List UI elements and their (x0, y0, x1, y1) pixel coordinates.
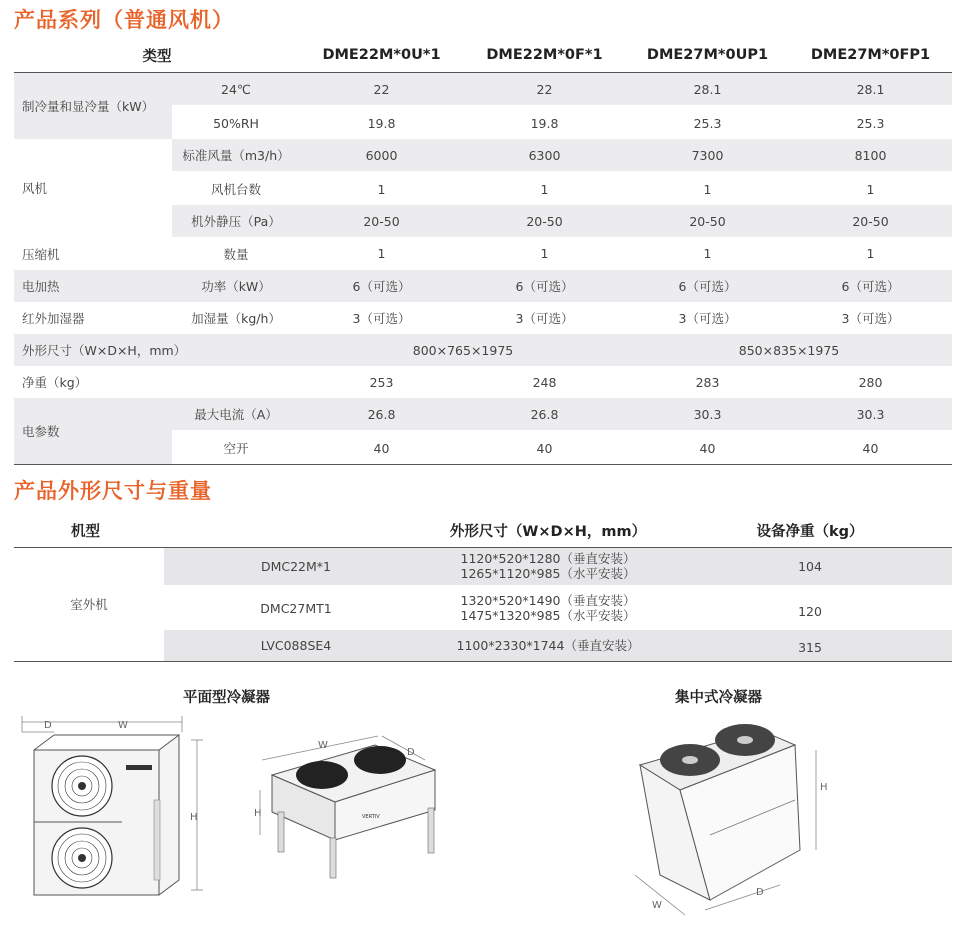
cell-weight: 315 (798, 640, 822, 656)
spec-header-row (14, 38, 952, 73)
dim-label-d: D (407, 747, 415, 758)
cell: 19.8 (530, 115, 559, 131)
cell-weight: 104 (798, 558, 822, 574)
cell-model: LVC088SE4 (260, 637, 332, 653)
row-label: 风机台数 (210, 182, 261, 197)
header-model-3: DME27M*0UP1 (646, 47, 769, 63)
cell: 3（可选） (678, 311, 737, 326)
cell-dims: 1100*2330*1744（垂直安装） (456, 637, 640, 653)
cell: 20-50 (689, 213, 726, 229)
cell: 22 (463, 73, 626, 107)
cell: 30.3 (626, 398, 789, 431)
cell: 22 (300, 73, 463, 107)
cell: 7300 (626, 139, 789, 172)
table-row (14, 270, 952, 302)
table-row (14, 302, 952, 334)
group-humidifier: 红外加湿器 (22, 311, 85, 326)
cell-model: DMC22M*1 (260, 558, 332, 574)
cell: 1 (866, 181, 875, 197)
cell: 25.3 (693, 115, 722, 131)
cell: 40 (699, 440, 716, 456)
cell: 28.1 (626, 73, 789, 107)
cell: 20-50 (852, 213, 889, 229)
header-model-2: DME22M*0F*1 (486, 47, 603, 63)
cell: 28.1 (789, 73, 952, 107)
dim-label-h: H (190, 812, 198, 823)
cell: 253 (369, 374, 394, 390)
row-label: 标准风量（m3/h） (172, 139, 300, 172)
row-label: 机外静压（Pa） (191, 214, 281, 229)
cell: 40 (373, 440, 390, 456)
header-model-4: DME27M*0FP1 (810, 47, 931, 63)
cell: 25.3 (856, 115, 885, 131)
cell: 1 (540, 246, 549, 261)
central-condenser-illustration (630, 710, 840, 930)
header-model: 机型 (71, 523, 100, 540)
dim-label-h: H (820, 782, 828, 793)
row-label: 功率（kW） (201, 279, 271, 294)
header-model-1: DME22M*0U*1 (322, 47, 441, 63)
table-row (14, 139, 952, 172)
cell: 6（可选） (515, 279, 574, 294)
cell: 40 (862, 440, 879, 456)
cell: 800×765×1975 (412, 342, 514, 358)
cell: 3（可选） (352, 311, 411, 326)
section-title-dimensions: 产品外形尺寸与重量 (14, 479, 212, 503)
group-fan: 风机 (14, 139, 172, 237)
cell-model: DMC27MT1 (260, 600, 332, 616)
group-compressor: 压缩机 (22, 247, 60, 262)
cell: 6（可选） (352, 279, 411, 294)
table-row (14, 73, 952, 107)
cell: 8100 (789, 139, 952, 172)
group-dimension: 外形尺寸（W×D×H，mm） (22, 343, 187, 358)
group-heater: 电加热 (22, 279, 60, 294)
size-table (14, 513, 952, 662)
cell-dims (428, 548, 668, 586)
row-label: 数量 (223, 246, 249, 262)
cell: 30.3 (789, 398, 952, 431)
dims-horizontal: 1265*1120*985（水平安装） (460, 566, 636, 582)
cell: 3（可选） (841, 311, 900, 326)
group-electric: 电参数 (14, 398, 172, 465)
cell: 3（可选） (515, 311, 574, 326)
cell: 6（可选） (678, 279, 737, 294)
header-dims: 外形尺寸（W×D×H，mm） (449, 523, 647, 540)
table-row (14, 334, 952, 366)
cell: 26.8 (463, 398, 626, 431)
brand-logo: VERTIV (362, 814, 380, 820)
cell-weight: 120 (798, 604, 822, 619)
cell: 1 (866, 246, 875, 261)
cell: 850×835×1975 (738, 342, 840, 358)
cell: 26.8 (300, 398, 463, 431)
group-outdoor: 室外机 (14, 548, 164, 662)
spec-table (14, 38, 952, 465)
dims-horizontal: 1475*1320*985（水平安装） (460, 608, 636, 623)
group-weight: 净重（kg） (22, 375, 88, 390)
row-label: 空开 (223, 441, 249, 456)
row-label: 24℃ (172, 73, 300, 107)
dim-label-d: D (44, 720, 52, 731)
cell-dims (428, 586, 668, 630)
cell: 1 (377, 246, 386, 261)
cell: 1 (703, 181, 712, 197)
dim-label-h: H (254, 808, 262, 819)
size-header-row (14, 513, 952, 548)
row-label: 50%RH (213, 115, 259, 131)
table-row (14, 366, 952, 398)
table-row (14, 398, 952, 431)
cell: 40 (536, 440, 553, 456)
table-row (14, 548, 952, 586)
header-type: 类型 (142, 48, 172, 65)
group-cooling: 制冷量和显冷量（kW） (14, 73, 172, 140)
table-row (14, 237, 952, 270)
fan-icon (52, 756, 112, 816)
dim-label-w: W (318, 740, 328, 751)
cell: 20-50 (363, 213, 400, 229)
cell: 1 (540, 181, 549, 197)
flat-condenser-illustration (250, 730, 450, 890)
vertical-condenser-illustration (14, 710, 214, 910)
dims-vertical: 1120*520*1280（垂直安装） (460, 551, 636, 567)
cell: 1 (377, 181, 386, 197)
dims-vertical: 1320*520*1490（垂直安装） (460, 593, 636, 608)
central-condenser-title: 集中式冷凝器 (675, 690, 762, 706)
cell: 280 (858, 374, 883, 390)
section-title-product-series: 产品系列（普通风机） (14, 8, 234, 32)
header-weight: 设备净重（kg） (756, 523, 864, 540)
dim-label-d: D (756, 887, 764, 898)
row-label: 最大电流（A） (172, 398, 300, 431)
fan-icon (52, 828, 112, 888)
cell: 19.8 (367, 115, 396, 131)
cell: 283 (695, 374, 720, 390)
cell: 248 (532, 374, 557, 390)
dim-label-w: W (118, 720, 128, 731)
cell: 6300 (463, 139, 626, 172)
cell: 1 (703, 246, 712, 261)
flat-condenser-title: 平面型冷凝器 (183, 690, 270, 706)
cell: 20-50 (526, 213, 563, 229)
dim-label-w: W (652, 900, 662, 911)
cell: 6（可选） (841, 279, 900, 294)
row-label: 加湿量（kg/h） (191, 311, 281, 326)
cell: 6000 (300, 139, 463, 172)
